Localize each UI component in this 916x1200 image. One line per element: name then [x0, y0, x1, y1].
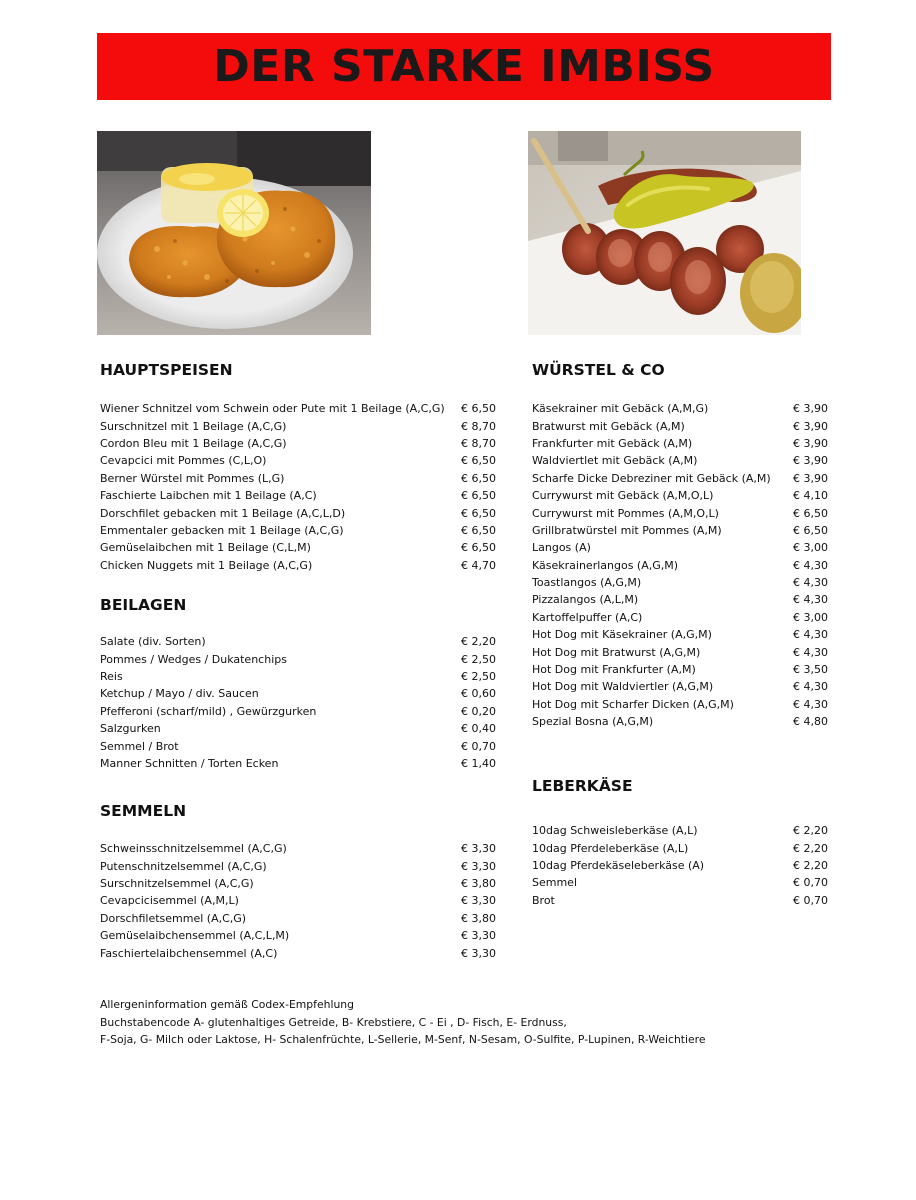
menu-item-price: € 6,50: [793, 506, 828, 520]
menu-item: [100, 522, 497, 539]
menu-item-price: € 2,20: [793, 824, 828, 838]
menu-item: [532, 452, 829, 469]
menu-item-name: Cordon Bleu mit 1 Beilage (A,C,G): [100, 436, 287, 450]
menu-item-name: 10dag Schweisleberkäse (A,L): [532, 824, 698, 838]
menu-item: [532, 487, 829, 504]
menu-item: [100, 737, 497, 754]
menu-item-name: Langos (A): [532, 541, 591, 555]
menu-item-name: Cevapcicisemmel (A,M,L): [100, 894, 239, 908]
menu-item-price: € 2,20: [793, 841, 828, 855]
section-title-wuerstel: WÜRSTEL & CO: [532, 361, 665, 379]
section-title-semmeln: SEMMELN: [100, 802, 187, 820]
menu-item: [532, 400, 829, 417]
menu-item-name: Currywurst mit Pommes (A,M,O,L): [532, 506, 719, 520]
menu-item-price: € 3,30: [461, 929, 496, 943]
menu-item-name: Brot: [532, 893, 555, 907]
menu-item: [100, 875, 497, 892]
menu-item: [100, 504, 497, 521]
menu-item: [532, 661, 829, 678]
menu-item: [532, 643, 829, 660]
menu-item-price: € 2,20: [793, 858, 828, 872]
menu-item-price: € 0,70: [793, 876, 828, 890]
menu-item-name: Surschnitzel mit 1 Beilage (A,C,G): [100, 419, 287, 433]
menu-item-price: € 3,50: [793, 663, 828, 677]
menu-item: [532, 557, 829, 574]
menu-item-name: Manner Schnitten / Torten Ecken: [100, 756, 279, 770]
menu-item: [532, 435, 829, 452]
menu-item-price: € 3,00: [793, 610, 828, 624]
menu-item-name: 10dag Pferdekäseleberkäse (A): [532, 858, 705, 872]
menu-item-name: Berner Würstel mit Pommes (L,G): [100, 471, 285, 485]
menu-item-name: Gemüselaibchensemmel (A,C,L,M): [100, 929, 290, 943]
menu-item-price: € 3,30: [461, 842, 496, 856]
menu-item-price: € 4,70: [461, 558, 496, 572]
menu-item-name: Salzgurken: [100, 722, 161, 736]
menu-item-name: Dorschfilet gebacken mit 1 Beilage (A,C,L,D): [100, 506, 346, 520]
menu-item-price: € 3,80: [461, 911, 496, 925]
menu-list-semmeln: [100, 840, 497, 962]
menu-item: [100, 539, 497, 556]
menu-item-price: € 8,70: [461, 419, 496, 433]
menu-item: [100, 417, 497, 434]
menu-item: [100, 487, 497, 504]
menu-item-price: € 6,50: [461, 489, 496, 503]
menu-item-name: Hot Dog mit Frankfurter (A,M): [532, 663, 696, 677]
menu-item-price: € 6,50: [461, 454, 496, 468]
menu-item-price: € 4,30: [793, 628, 828, 642]
menu-item-price: € 2,50: [461, 652, 496, 666]
menu-item-price: € 4,30: [793, 697, 828, 711]
menu-item-price: € 3,00: [793, 541, 828, 555]
menu-item: [100, 685, 497, 702]
menu-item-price: € 2,20: [461, 635, 496, 649]
menu-item-name: Gemüselaibchen mit 1 Beilage (C,L,M): [100, 541, 311, 555]
menu-item-price: € 4,30: [793, 593, 828, 607]
menu-item-price: € 3,80: [461, 876, 496, 890]
menu-item: [100, 840, 497, 857]
menu-item: [100, 944, 497, 961]
menu-item-name: Dorschfiletsemmel (A,C,G): [100, 911, 247, 925]
menu-item-name: Faschierte Laibchen mit 1 Beilage (A,C): [100, 489, 317, 503]
menu-item: [532, 609, 829, 626]
menu-item-name: Hot Dog mit Käsekrainer (A,G,M): [532, 628, 712, 642]
menu-item: [100, 720, 497, 737]
menu-item-price: € 4,10: [793, 489, 828, 503]
menu-item-name: Salate (div. Sorten): [100, 635, 206, 649]
section-title-leberkaese: LEBERKÄSE: [532, 777, 633, 795]
menu-item-name: Pommes / Wedges / Dukatenchips: [100, 652, 287, 666]
menu-item-price: € 6,50: [461, 402, 496, 416]
menu-item-name: Chicken Nuggets mit 1 Beilage (A,C,G): [100, 558, 313, 572]
menu-item: [532, 417, 829, 434]
allergen-info-heading: Allergeninformation gemäß Codex-Empfehlung: [100, 998, 354, 1011]
menu-item-price: € 4,30: [793, 680, 828, 694]
menu-item-name: Putenschnitzelsemmel (A,C,G): [100, 859, 267, 873]
menu-item-name: Hot Dog mit Waldviertler (A,G,M): [532, 680, 714, 694]
menu-item-price: € 4,30: [793, 558, 828, 572]
menu-item: [532, 591, 829, 608]
menu-item: [100, 452, 497, 469]
menu-list-hauptspeisen: [100, 400, 497, 574]
menu-item-name: Faschiertelaibchensemmel (A,C): [100, 946, 278, 960]
menu-item-price: € 0,20: [461, 704, 496, 718]
section-title-beilagen: BEILAGEN: [100, 596, 187, 614]
menu-item-name: Waldviertlet mit Gebäck (A,M): [532, 454, 698, 468]
menu-item-price: € 3,90: [793, 471, 828, 485]
menu-item: [532, 892, 829, 909]
menu-item-price: € 3,90: [793, 436, 828, 450]
menu-item-price: € 1,40: [461, 756, 496, 770]
menu-item-price: € 6,50: [461, 523, 496, 537]
title-banner: [97, 33, 831, 100]
menu-list-wuerstel: [532, 400, 829, 730]
menu-item-price: € 4,30: [793, 576, 828, 590]
menu-item: [532, 626, 829, 643]
menu-item-name: Cevapcici mit Pommes (C,L,O): [100, 454, 267, 468]
menu-item: [100, 470, 497, 487]
menu-item-price: € 4,30: [793, 645, 828, 659]
menu-item: [532, 839, 829, 856]
menu-item: [532, 713, 829, 730]
menu-item: [532, 470, 829, 487]
menu-item: [100, 892, 497, 909]
menu-item-price: € 3,90: [793, 454, 828, 468]
menu-item: [532, 696, 829, 713]
menu-item: [100, 927, 497, 944]
menu-item-price: € 0,70: [793, 893, 828, 907]
menu-item: [100, 633, 497, 650]
menu-item: [532, 678, 829, 695]
menu-item-name: Bratwurst mit Gebäck (A,M): [532, 419, 685, 433]
schnitzel-plate-photo: [97, 131, 371, 335]
menu-item-name: Semmel: [532, 876, 578, 890]
page-title: DER STARKE IMBISS: [213, 41, 715, 92]
menu-item-price: € 3,30: [461, 946, 496, 960]
menu-item: [100, 435, 497, 452]
sausages-with-peppers-photo: [528, 131, 801, 335]
menu-item-name: Käsekrainer mit Gebäck (A,M,G): [532, 402, 709, 416]
menu-item: [100, 857, 497, 874]
menu-item-name: Scharfe Dicke Debreziner mit Gebäck (A,M): [532, 471, 771, 485]
menu-item: [100, 650, 497, 667]
section-title-hauptspeisen: HAUPTSPEISEN: [100, 361, 233, 379]
menu-item-price: € 6,50: [461, 506, 496, 520]
menu-item: [532, 522, 829, 539]
menu-item-price: € 3,30: [461, 894, 496, 908]
allergen-info: [100, 996, 706, 1049]
menu-item-name: Schweinsschnitzelsemmel (A,C,G): [100, 842, 287, 856]
menu-item-price: € 3,90: [793, 419, 828, 433]
menu-item: [532, 539, 829, 556]
menu-item-name: Hot Dog mit Scharfer Dicken (A,G,M): [532, 697, 734, 711]
menu-item-price: € 3,90: [793, 402, 828, 416]
menu-item-name: Currywurst mit Gebäck (A,M,O,L): [532, 489, 714, 503]
menu-list-leberkaese: [532, 822, 829, 909]
menu-item-price: € 6,50: [461, 541, 496, 555]
menu-item-name: Kartoffelpuffer (A,C): [532, 610, 643, 624]
menu-item: [100, 755, 497, 772]
menu-item: [100, 668, 497, 685]
menu-item-name: Grillbratwürstel mit Pommes (A,M): [532, 523, 722, 537]
menu-item-price: € 0,40: [461, 722, 496, 736]
menu-item-price: € 2,50: [461, 669, 496, 683]
menu-item-price: € 6,50: [461, 471, 496, 485]
menu-item-name: Frankfurter mit Gebäck (A,M): [532, 436, 693, 450]
menu-list-beilagen: [100, 633, 497, 772]
menu-item-name: Reis: [100, 669, 123, 683]
menu-item-name: Wiener Schnitzel vom Schwein oder Pute mit 1 Beilage (A,C,G): [100, 402, 445, 416]
menu-item-price: € 4,80: [793, 715, 828, 729]
menu-item: [100, 703, 497, 720]
menu-item-name: Pfefferoni (scharf/mild) , Gewürzgurken: [100, 704, 317, 718]
menu-item-price: € 0,60: [461, 687, 496, 701]
menu-item-name: Pizzalangos (A,L,M): [532, 593, 639, 607]
menu-item-price: € 8,70: [461, 436, 496, 450]
menu-item-name: Käsekrainerlangos (A,G,M): [532, 558, 679, 572]
menu-item: [532, 822, 829, 839]
menu-item-name: 10dag Pferdeleberkäse (A,L): [532, 841, 689, 855]
menu-item: [100, 910, 497, 927]
menu-item-name: Surschnitzelsemmel (A,C,G): [100, 876, 254, 890]
menu-item: [532, 857, 829, 874]
menu-item: [100, 557, 497, 574]
menu-item-name: Ketchup / Mayo / div. Saucen: [100, 687, 259, 701]
menu-item-price: € 0,70: [461, 739, 496, 753]
menu-item-name: Toastlangos (A,G,M): [532, 576, 642, 590]
menu-item-name: Spezial Bosna (A,G,M): [532, 715, 654, 729]
menu-item-name: Hot Dog mit Bratwurst (A,G,M): [532, 645, 701, 659]
menu-item-name: Emmentaler gebacken mit 1 Beilage (A,C,G): [100, 523, 344, 537]
menu-item: [532, 574, 829, 591]
menu-item: [532, 874, 829, 891]
allergen-info-codes-1: Buchstabencode A- glutenhaltiges Getreide, B- Krebstiere, C - Ei , D- Fisch, E- Erdnuss,: [100, 1015, 567, 1029]
menu-item-price: € 3,30: [461, 859, 496, 873]
menu-item-price: € 6,50: [793, 523, 828, 537]
menu-item: [100, 400, 497, 417]
menu-item-name: Semmel / Brot: [100, 739, 179, 753]
menu-item: [532, 504, 829, 521]
allergen-info-codes-2: F-Soja, G- Milch oder Laktose, H- Schalenfrüchte, L-Sellerie, M-Senf, N-Sesam, O-Sulfite, P-Lupinen, R-Weichtiere: [100, 1033, 706, 1046]
